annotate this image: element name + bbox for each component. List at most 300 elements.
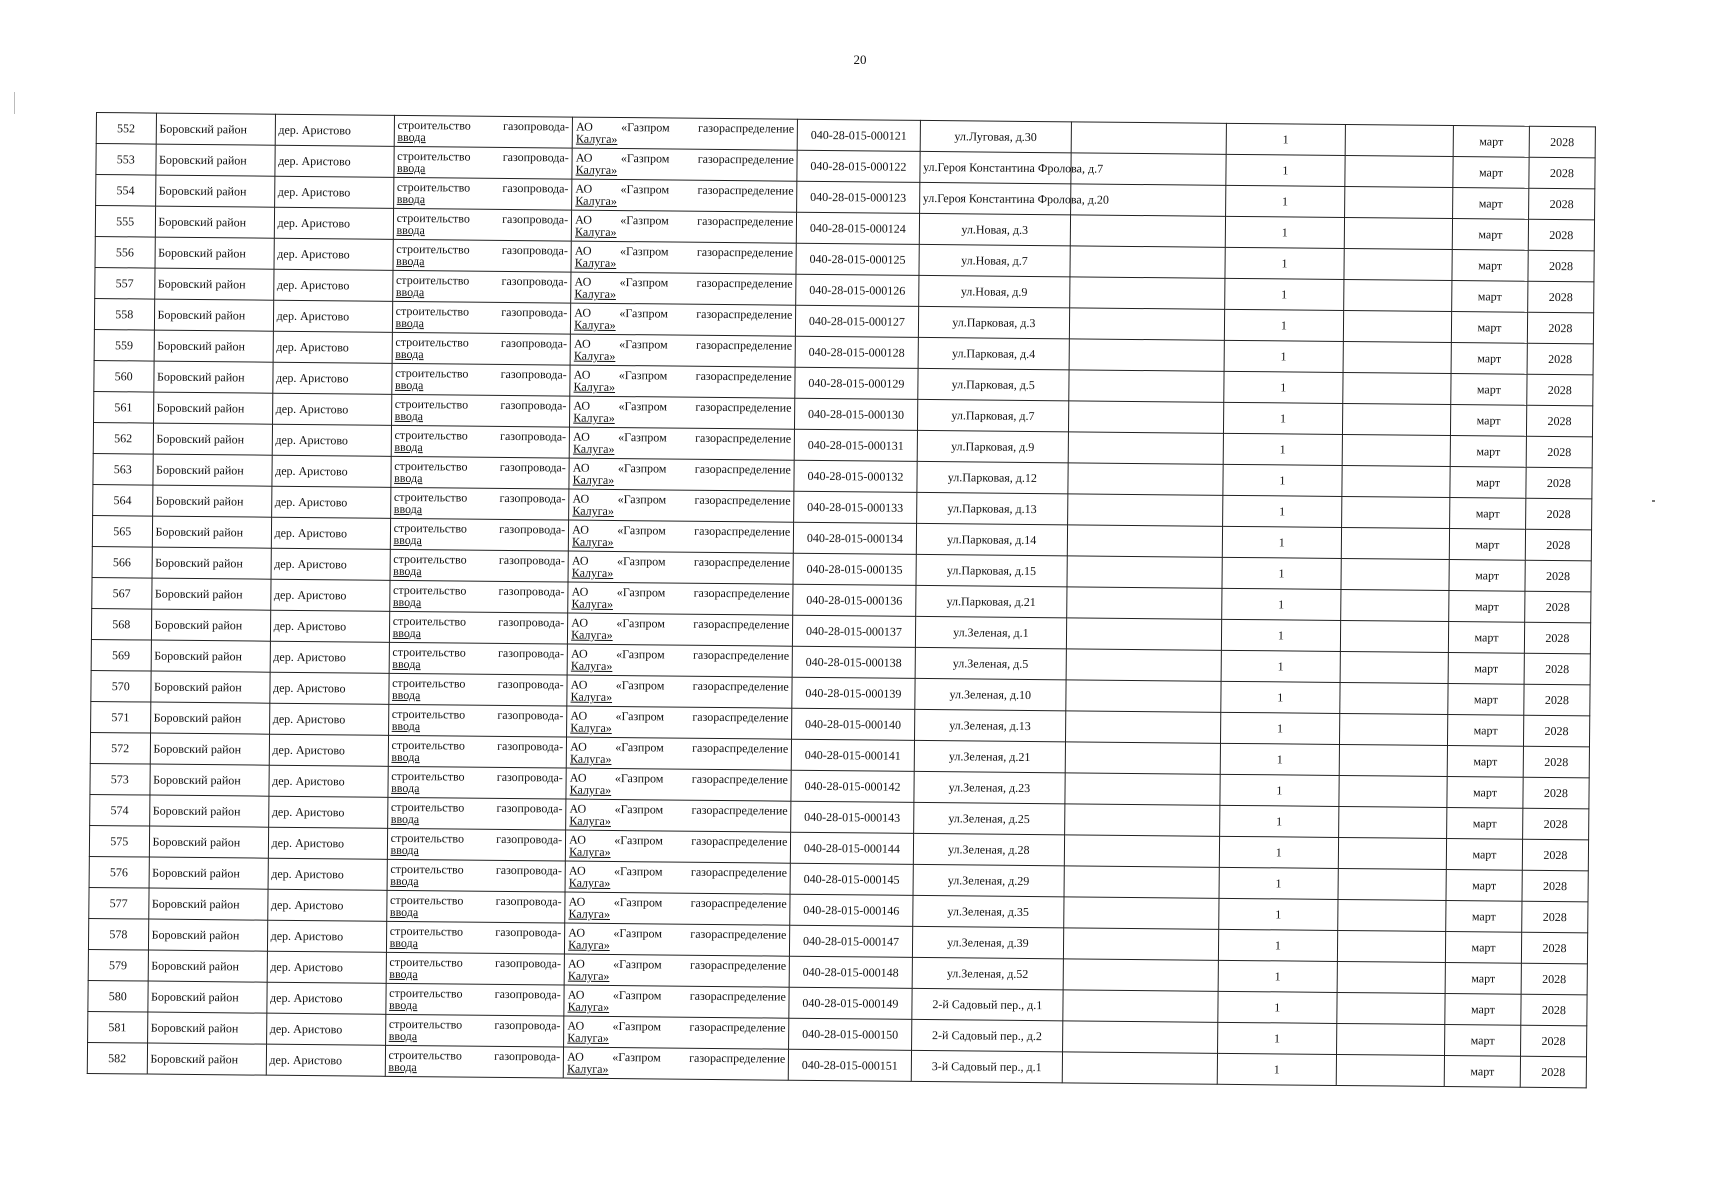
work-type-text: газопровода- xyxy=(499,459,566,475)
address-cell: ул.Парковая, д.15 xyxy=(916,554,1068,586)
year-cell: 2028 xyxy=(1523,746,1589,778)
work-type-text: ввода xyxy=(397,129,426,145)
organization-text: Калуга» xyxy=(572,503,614,518)
organization-text: «Газпром xyxy=(619,275,669,290)
work-type-text: строительство xyxy=(393,520,468,536)
settlement-cell: дер. Аристово xyxy=(266,982,385,1014)
organization-text: «Газпром xyxy=(614,771,664,786)
settlement-cell: дер. Аристово xyxy=(268,827,387,859)
quantity-cell: 1 xyxy=(1219,805,1338,837)
object-code-cell: 040-28-015-000137 xyxy=(793,615,916,647)
month-cell: март xyxy=(1450,467,1526,499)
empty-cell xyxy=(1339,713,1448,745)
quantity-cell: 1 xyxy=(1225,247,1344,279)
object-code-cell: 040-28-015-000146 xyxy=(790,894,913,926)
empty-cell xyxy=(1338,868,1447,900)
quantity-cell: 1 xyxy=(1218,960,1337,992)
work-type-text: строительство xyxy=(395,334,469,350)
organization-text: газораспределение xyxy=(692,740,789,756)
empty-cell xyxy=(1069,401,1224,433)
empty-cell xyxy=(1336,1023,1445,1055)
year-cell: 2028 xyxy=(1522,870,1588,902)
organization-text: АО xyxy=(570,739,587,754)
organization-text: «Газпром xyxy=(620,182,670,197)
district-cell: Боровский район xyxy=(151,609,270,641)
organization-text: Калуга» xyxy=(567,999,610,1014)
district-cell: Боровский район xyxy=(149,764,268,796)
month-cell: март xyxy=(1448,684,1524,716)
district-cell: Боровский район xyxy=(154,330,273,362)
organization-text: Калуга» xyxy=(572,534,614,549)
year-cell: 2028 xyxy=(1523,777,1589,809)
organization-text: «Газпром xyxy=(616,554,666,569)
year-cell: 2028 xyxy=(1522,808,1588,840)
empty-cell xyxy=(1343,372,1452,404)
settlement-cell: дер. Аристово xyxy=(269,765,388,797)
address-cell: ул.Новая, д.9 xyxy=(918,275,1070,307)
organization-text: Калуга» xyxy=(573,379,616,394)
work-type-cell xyxy=(389,580,568,613)
district-cell: Боровский район xyxy=(155,175,274,207)
empty-cell xyxy=(1345,124,1454,156)
address-cell: ул.Зеленая, д.39 xyxy=(912,926,1064,958)
empty-cell xyxy=(1336,1054,1445,1086)
work-type-cell xyxy=(393,177,572,210)
district-cell: Боровский район xyxy=(154,299,273,331)
work-type-cell xyxy=(391,425,570,458)
row-number-cell: 576 xyxy=(89,856,149,888)
district-cell: Боровский район xyxy=(147,981,266,1013)
empty-cell xyxy=(1070,215,1225,247)
organization-text: «Газпром xyxy=(618,430,667,445)
work-type-text: ввода xyxy=(394,439,423,455)
work-type-text: ввода xyxy=(389,966,418,982)
quantity-cell: 1 xyxy=(1219,836,1338,868)
organization-text: АО xyxy=(575,150,593,165)
district-cell: Боровский район xyxy=(155,237,274,269)
work-type-cell xyxy=(390,518,569,551)
address-cell: ул.Зеленая, д.35 xyxy=(912,895,1064,927)
work-type-text: газопровода- xyxy=(497,676,564,692)
object-code-cell: 040-28-015-000132 xyxy=(794,460,917,492)
row-number-cell: 566 xyxy=(92,546,152,578)
work-type-text: газопровода- xyxy=(495,862,562,878)
quantity-cell: 1 xyxy=(1225,185,1344,217)
address-cell: ул.Зеленая, д.13 xyxy=(914,709,1066,741)
organization-text: газораспределение xyxy=(697,151,794,167)
year-cell: 2028 xyxy=(1520,1056,1586,1088)
settlement-cell: дер. Аристово xyxy=(267,889,386,921)
row-number-cell: 557 xyxy=(95,267,155,299)
work-type-text: ввода xyxy=(389,904,419,920)
district-cell: Боровский район xyxy=(156,113,275,145)
row-number-cell: 561 xyxy=(94,391,154,423)
organization-text: Калуга» xyxy=(567,968,610,983)
organization-text: «Газпром xyxy=(616,647,665,662)
empty-cell xyxy=(1070,246,1225,278)
district-cell: Боровский район xyxy=(149,857,268,889)
empty-cell xyxy=(1063,990,1218,1022)
year-cell: 2028 xyxy=(1526,405,1592,437)
work-type-text: газопровода- xyxy=(501,273,568,289)
work-type-cell xyxy=(391,456,570,489)
work-type-cell xyxy=(394,115,573,148)
work-type-text: ввода xyxy=(394,377,424,393)
quantity-cell: 1 xyxy=(1218,929,1337,961)
settlement-cell: дер. Аристово xyxy=(266,1013,385,1045)
organization-text: газораспределение xyxy=(693,616,790,632)
organization-text: «Газпром xyxy=(612,1019,662,1034)
work-type-text: ввода xyxy=(391,718,421,734)
district-cell: Боровский район xyxy=(154,268,273,300)
work-type-text: газопровода- xyxy=(501,242,568,258)
organization-text: газораспределение xyxy=(698,120,795,136)
work-type-cell xyxy=(391,363,570,396)
organization-text: газораспределение xyxy=(689,1050,786,1066)
organization-text: газораспределение xyxy=(689,988,786,1004)
work-type-cell xyxy=(392,301,571,334)
work-type-cell xyxy=(391,394,570,427)
work-type-text: строительство xyxy=(390,799,465,815)
address-cell: ул.Парковая, д.7 xyxy=(917,399,1069,431)
row-number-cell: 556 xyxy=(95,236,155,268)
settlement-cell: дер. Аристово xyxy=(268,858,387,890)
organization-cell xyxy=(566,737,791,770)
object-code-cell: 040-28-015-000148 xyxy=(789,956,912,988)
year-cell: 2028 xyxy=(1520,1025,1586,1057)
settlement-cell: дер. Аристово xyxy=(267,920,386,952)
address-cell: ул.Парковая, д.9 xyxy=(917,430,1069,462)
object-code-cell: 040-28-015-000138 xyxy=(792,646,915,678)
district-cell: Боровский район xyxy=(150,702,269,734)
object-code-cell: 040-28-015-000134 xyxy=(794,522,917,554)
work-type-text: строительство xyxy=(395,303,470,319)
organization-text: АО xyxy=(571,615,589,630)
work-type-text: строительство xyxy=(394,427,468,443)
organization-text: «Газпром xyxy=(616,616,665,631)
work-type-text: строительство xyxy=(394,458,468,474)
work-type-text: ввода xyxy=(393,532,422,548)
organization-text: газораспределение xyxy=(693,554,791,570)
row-number-cell: 575 xyxy=(89,825,149,857)
work-type-cell xyxy=(386,921,565,954)
organization-text: Калуга» xyxy=(574,317,616,332)
organization-text: АО xyxy=(569,832,587,847)
organization-cell xyxy=(564,1016,789,1049)
work-type-text: строительство xyxy=(392,675,466,691)
empty-cell xyxy=(1064,866,1219,898)
organization-text: газораспределение xyxy=(692,647,790,663)
work-type-cell xyxy=(390,549,569,582)
empty-cell xyxy=(1341,558,1450,590)
address-cell: ул.Луговая, д.30 xyxy=(920,120,1072,152)
organization-text: газораспределение xyxy=(695,368,792,384)
scan-dot-mark xyxy=(1652,500,1655,502)
object-code-cell: 040-28-015-000140 xyxy=(792,708,915,740)
organization-text: «Газпром xyxy=(618,368,668,383)
work-type-text: строительство xyxy=(392,613,467,629)
organization-text: газораспределение xyxy=(690,926,787,942)
empty-cell xyxy=(1338,837,1447,869)
organization-text: АО xyxy=(571,584,589,599)
work-type-text: газопровода- xyxy=(497,707,564,723)
work-type-text: газопровода- xyxy=(494,1048,561,1064)
row-number-cell: 568 xyxy=(91,608,151,640)
organization-text: «Газпром xyxy=(620,213,669,228)
organization-text: газораспределение xyxy=(694,523,791,539)
organization-text: «Газпром xyxy=(612,1049,661,1065)
organization-text: Калуга» xyxy=(574,286,617,301)
empty-cell xyxy=(1069,370,1224,402)
month-cell: март xyxy=(1451,343,1527,375)
month-cell: март xyxy=(1449,560,1525,592)
year-cell: 2028 xyxy=(1528,219,1594,251)
work-type-text: газопровода- xyxy=(495,893,562,909)
work-type-text: газопровода- xyxy=(500,428,567,444)
work-type-text: ввода xyxy=(390,842,419,858)
settlement-cell: дер. Аристово xyxy=(273,331,392,363)
organization-text: газораспределение xyxy=(695,399,792,415)
work-type-text: газопровода- xyxy=(498,583,565,599)
object-code-cell: 040-28-015-000142 xyxy=(791,770,914,802)
settlement-cell: дер. Аристово xyxy=(269,734,388,766)
organization-text: АО xyxy=(569,770,587,785)
row-number-cell: 565 xyxy=(92,515,152,547)
year-cell: 2028 xyxy=(1527,312,1593,344)
work-type-cell xyxy=(393,208,572,241)
organization-cell xyxy=(568,582,793,615)
month-cell: март xyxy=(1449,529,1525,561)
empty-cell xyxy=(1344,186,1453,218)
quantity-cell: 1 xyxy=(1219,898,1338,930)
object-code-cell: 040-28-015-000151 xyxy=(789,1049,912,1081)
table-body xyxy=(87,113,1595,1088)
empty-cell xyxy=(1342,403,1451,435)
month-cell: март xyxy=(1451,405,1527,437)
work-type-text: газопровода- xyxy=(498,614,565,630)
organization-cell xyxy=(571,303,796,336)
address-cell: 2-й Садовый пер., д.1 xyxy=(911,988,1063,1020)
settlement-cell: дер. Аристово xyxy=(274,238,393,270)
organization-text: Калуга» xyxy=(575,131,618,147)
work-type-text: строительство xyxy=(395,365,469,381)
empty-cell xyxy=(1341,496,1450,528)
work-type-cell xyxy=(389,611,568,644)
organization-text: «Газпром xyxy=(613,926,663,941)
district-cell: Боровский район xyxy=(153,392,272,424)
work-type-text: строительство xyxy=(389,985,463,1001)
row-number-cell: 578 xyxy=(88,918,148,950)
year-cell: 2028 xyxy=(1524,622,1590,654)
quantity-cell: 1 xyxy=(1222,526,1341,558)
row-number-cell: 570 xyxy=(91,670,151,702)
work-type-text: газопровода- xyxy=(502,149,569,165)
work-type-cell xyxy=(385,1014,564,1047)
work-type-text: строительство xyxy=(391,706,466,722)
organization-text: Калуга» xyxy=(569,751,612,766)
row-number-cell: 574 xyxy=(90,794,150,826)
row-number-cell: 553 xyxy=(96,144,156,176)
organization-cell xyxy=(569,489,794,522)
empty-cell xyxy=(1340,682,1449,714)
empty-cell xyxy=(1337,992,1446,1024)
year-cell: 2028 xyxy=(1528,188,1594,220)
month-cell: март xyxy=(1446,869,1522,901)
address-cell: ул.Зеленая, д.23 xyxy=(914,771,1066,803)
row-number-cell: 577 xyxy=(89,887,149,919)
organization-text: Калуга» xyxy=(569,813,611,828)
district-cell: Боровский район xyxy=(151,578,270,610)
organization-cell xyxy=(570,396,795,429)
quantity-cell: 1 xyxy=(1221,619,1340,651)
organization-text: АО xyxy=(567,1049,584,1064)
work-type-text: газопровода- xyxy=(496,800,563,816)
month-cell: март xyxy=(1452,219,1528,251)
quantity-cell: 1 xyxy=(1218,991,1337,1023)
work-type-text: строительство xyxy=(392,644,466,660)
settlement-cell: дер. Аристово xyxy=(272,393,391,425)
address-cell: ул.Зеленая, д.21 xyxy=(914,740,1066,772)
organization-cell xyxy=(570,365,795,398)
organization-text: АО xyxy=(574,243,592,258)
year-cell: 2028 xyxy=(1525,529,1591,561)
object-code-cell: 040-28-015-000150 xyxy=(789,1018,912,1050)
row-number-cell: 555 xyxy=(95,206,155,238)
settlement-cell: дер. Аристово xyxy=(269,672,388,704)
work-type-text: ввода xyxy=(390,811,420,827)
work-type-text: газопровода- xyxy=(497,645,565,661)
quantity-cell: 1 xyxy=(1224,340,1343,372)
organization-text: Калуга» xyxy=(572,441,615,456)
month-cell: март xyxy=(1449,591,1525,623)
work-type-text: газопровода- xyxy=(500,335,568,351)
empty-cell xyxy=(1065,804,1220,836)
work-type-text: строительство xyxy=(389,892,464,908)
organization-text: АО xyxy=(568,863,586,878)
organization-text: Калуга» xyxy=(575,193,617,209)
work-type-cell xyxy=(387,828,566,861)
organization-text: АО xyxy=(574,274,592,289)
row-number-cell: 567 xyxy=(92,577,152,609)
row-number-cell: 572 xyxy=(90,732,150,764)
work-type-text: ввода xyxy=(390,873,419,889)
organization-text: газораспределение xyxy=(697,182,794,198)
empty-cell xyxy=(1341,589,1450,621)
work-type-text: газопровода- xyxy=(498,552,565,568)
organization-text: АО xyxy=(570,646,588,661)
empty-cell xyxy=(1064,897,1219,929)
organization-cell xyxy=(567,675,792,708)
district-cell: Боровский район xyxy=(148,950,267,982)
empty-cell xyxy=(1067,556,1222,588)
work-type-text: строительство xyxy=(397,117,471,133)
work-type-cell xyxy=(389,642,568,675)
year-cell: 2028 xyxy=(1523,715,1589,747)
empty-cell xyxy=(1337,930,1446,962)
year-cell: 2028 xyxy=(1529,126,1595,158)
work-type-text: ввода xyxy=(388,1028,418,1044)
address-cell: ул.Зеленая, д.28 xyxy=(913,833,1065,865)
work-type-text: газопровода- xyxy=(496,769,563,785)
district-cell: Боровский район xyxy=(155,144,274,176)
year-cell: 2028 xyxy=(1525,591,1591,623)
empty-cell xyxy=(1066,649,1221,681)
organization-cell xyxy=(566,768,791,801)
work-type-cell xyxy=(385,983,564,1016)
organization-cell xyxy=(567,644,792,677)
organization-text: Калуга» xyxy=(574,255,617,271)
settlement-cell: дер. Аристово xyxy=(270,610,389,642)
object-code-cell: 040-28-015-000130 xyxy=(795,398,918,430)
address-cell: ул.Зеленая, д.25 xyxy=(913,802,1065,834)
empty-cell xyxy=(1064,835,1219,867)
row-number-cell: 580 xyxy=(88,980,148,1012)
organization-text: «Газпром xyxy=(612,988,662,1003)
year-cell: 2028 xyxy=(1526,436,1592,468)
organization-text: «Газпром xyxy=(615,740,664,755)
organization-cell xyxy=(571,210,796,243)
organization-text: «Газпром xyxy=(617,523,666,538)
organization-text: газораспределение xyxy=(692,709,789,725)
quantity-cell: 1 xyxy=(1223,433,1342,465)
organization-cell xyxy=(572,179,797,212)
work-type-text: ввода xyxy=(396,191,426,207)
organization-text: Калуга» xyxy=(570,720,612,735)
gasification-table xyxy=(87,112,1596,1088)
organization-cell xyxy=(565,892,790,925)
work-type-text: газопровода- xyxy=(502,118,570,134)
object-code-cell: 040-28-015-000143 xyxy=(791,801,914,833)
organization-cell xyxy=(571,272,796,305)
work-type-text: ввода xyxy=(394,470,423,486)
work-type-cell xyxy=(393,239,572,272)
settlement-cell: дер. Аристово xyxy=(274,145,393,177)
quantity-cell: 1 xyxy=(1222,588,1341,620)
organization-cell xyxy=(566,799,791,832)
work-type-cell xyxy=(388,766,567,799)
year-cell: 2028 xyxy=(1528,281,1594,313)
organization-cell xyxy=(565,861,790,894)
work-type-text: строительство xyxy=(396,210,470,226)
organization-text: Калуга» xyxy=(566,1061,609,1076)
object-code-cell: 040-28-015-000126 xyxy=(796,274,919,306)
organization-text: Калуга» xyxy=(572,472,615,487)
organization-text: газораспределение xyxy=(695,430,792,446)
row-number-cell: 558 xyxy=(94,298,154,330)
quantity-cell: 1 xyxy=(1224,371,1343,403)
work-type-text: ввода xyxy=(397,160,426,176)
district-cell: Боровский район xyxy=(152,454,271,486)
organization-cell xyxy=(566,830,791,863)
empty-cell xyxy=(1343,341,1452,373)
work-type-text: газопровода- xyxy=(495,924,562,940)
work-type-text: газопровода- xyxy=(494,955,562,971)
row-number-cell: 582 xyxy=(87,1042,147,1074)
address-cell: ул.Парковая, д.4 xyxy=(918,337,1070,369)
work-type-text: строительство xyxy=(388,1047,462,1063)
empty-cell xyxy=(1337,961,1446,993)
organization-text: АО xyxy=(570,677,588,692)
work-type-text: газопровода- xyxy=(494,986,561,1002)
address-cell: ул.Парковая, д.12 xyxy=(916,461,1068,493)
empty-cell xyxy=(1344,217,1453,249)
organization-cell xyxy=(568,551,793,584)
empty-cell xyxy=(1063,1021,1218,1053)
work-type-cell xyxy=(393,146,572,179)
empty-cell xyxy=(1069,308,1224,340)
district-cell: Боровский район xyxy=(148,888,267,920)
month-cell: март xyxy=(1450,498,1526,530)
